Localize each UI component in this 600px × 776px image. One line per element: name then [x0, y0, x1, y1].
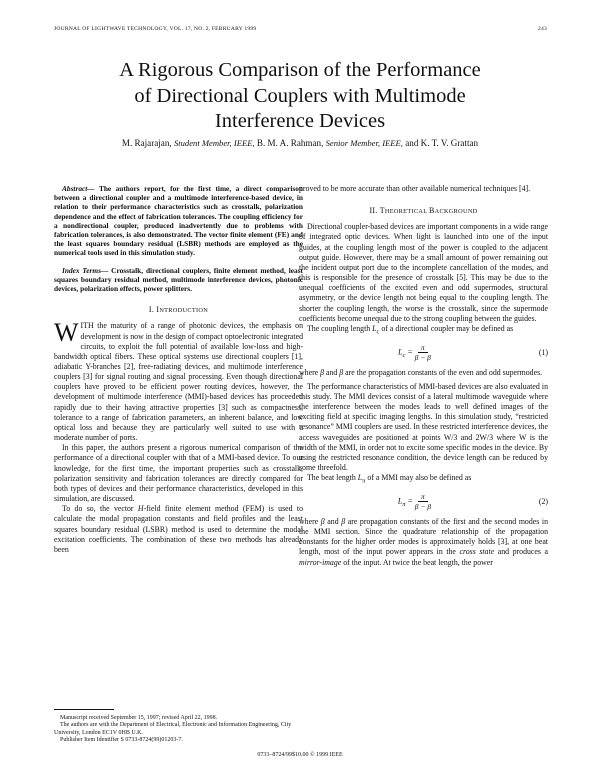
eq-sub: c [402, 351, 406, 359]
intro-paragraph-1 [54, 318, 303, 443]
paragraph-text: and [324, 367, 340, 377]
background-paragraph-6 [299, 517, 548, 568]
section-heading-background [299, 206, 548, 217]
intro-paragraph-2: In this paper, the authors present a rigorous numerical comparison of the performance of a directional coupler with that of a MMI-based device. To our knowledge, for the first time, the important properties such as crosstalk, polarization sensitivity and fabrication tolerances are directly compared for both types of devices and their performance characteristics, developed in this simulation, are discussed. [54, 443, 303, 504]
math-symbol: β [341, 516, 346, 526]
paragraph-text: The coupling length [307, 323, 373, 333]
footnote-rule [54, 709, 114, 710]
paragraph-text: and [324, 516, 342, 526]
eq-lhs: L [398, 347, 403, 357]
background-paragraph-1: Directional coupler-based devices are important components in a wide range of integrated optic devices. When light is launched into one of the input guides, at the coupling length most of the power is coupled to the adjacent output guide. However, there may be a small amount of power remaining out the incident output port due to the incomplete cancellation of the modes, and this is responsible for the presence of crosstalk [5]. This may be due to the unequal coefficients of the excited even and odd supermodes, structural asymmetry, or the device length not being equal to the coupling length. The shorter the coupling length, the worse is the crosstalk, since the supermode coefficients become unequal due to the strong coupling between the guides. [299, 222, 548, 323]
paper-title [40, 58, 560, 135]
drop-cap: W [54, 318, 79, 348]
index-terms [54, 266, 303, 294]
copyright-line: 0733–8724/99$10.00 © 1999 IEEE [257, 752, 343, 758]
fraction [415, 343, 431, 362]
left-column [54, 184, 303, 555]
title-line: A Rigorous Comparison of the Performance [119, 59, 481, 81]
author-membership: Student Member, IEEE, [173, 138, 255, 148]
section-numeral: II. [369, 206, 380, 216]
section-rest: HEORETICAL [384, 208, 430, 216]
paragraph-text: of a directional coupler may be defined as [379, 323, 514, 333]
background-paragraph-5 [299, 473, 548, 487]
math-subscript: c [376, 328, 380, 336]
paragraph-text: and produces a [494, 547, 549, 557]
emphasis-text: cross state [459, 547, 495, 557]
title-line: Interference Devices [214, 110, 386, 132]
math-symbol: β [339, 367, 344, 377]
h-field-symbol: H [137, 504, 144, 514]
paragraph-text: The beat length [307, 473, 358, 483]
math-symbol: β [320, 516, 325, 526]
fraction-numerator: π [418, 343, 428, 353]
background-paragraph-4: The performance characteristics of MMI-based devices are also evaluated in this study. The MMI devices consist of a lateral multimode waveguide where the interference between the modes leads to well defined images of the exciting field at specific imaging lengths. In this simulation study, “restricted resonance” MMI couplers are used. In these restricted interference devices, the access waveguides are positioned at points W/3 and 2W/3 where W is the width of the MMI, in order not to excite some specific modes in the device. By using the restricted resonance condition, the device length can be reduced by some threefold. [299, 381, 548, 472]
fraction-numerator: π [418, 492, 428, 502]
running-header [54, 26, 547, 32]
paragraph-text: To do so, the vector [62, 504, 138, 514]
author-list [40, 138, 560, 148]
abstract [54, 184, 303, 258]
eq-sub: π [402, 501, 406, 509]
math-subscript: π [362, 477, 366, 485]
footnote-line: The authors are with the Department of Electrical, Electronic and Information Engineering, City University, London EC1V 0HB U.K. [54, 722, 292, 736]
paragraph-text: where [299, 516, 321, 526]
author-name: M. Rajarajan, [121, 138, 172, 148]
author-name: B. M. A. Rahman, [256, 138, 324, 148]
equation-2 [299, 489, 548, 515]
equation-body: $L_\pi$ = $\frac{\pi}{\beta - \beta}$ [397, 492, 432, 512]
abstract-text: The authors report, for the first time, a direct comparison between a directional coupler and a multimode interference-based device, in relation to their performance characteristics such as crosstalk, polarization dependence and the effect of fabrication tolerances. The coupling efficiency for a nondirectional coupler, produced inadvertently due to problems with fabrication tolerances, is also demonstrated. The vector finite element (FE) and the least squares boundary residual (LSBR) methods are employed as the numerical tools used in this simulation study. [54, 184, 303, 258]
footnote-line: Manuscript received September 15, 1997; revised April 22, 1998. [60, 715, 218, 721]
page-number: 243 [538, 26, 547, 32]
math-symbol: L [357, 473, 363, 483]
eq-lhs: L [397, 496, 403, 506]
section-rest: ACKGROUND [434, 208, 478, 216]
journal-header: JOURNAL OF LIGHTWAVE TECHNOLOGY, VOL. 17, NO. 2, FEBRUARY 1999 [54, 26, 257, 32]
math-symbol: β [320, 367, 325, 377]
author-membership: Senior Member, IEEE, [325, 138, 403, 148]
footnote [54, 715, 303, 745]
paragraph-text: -field finite element method (FEM) is used to calculate the modal propagation constants and field profiles and the least squares boundary residual (LSBR) method is used to determine the modal excitation coefficients. The combination of these two methods has already been [54, 504, 303, 554]
background-paragraph-3 [299, 368, 548, 378]
index-terms-text: Crosstalk, directional couplers, finite element method, least squares boundary residual method, multimode interference devices, photonic devices, polarization effects, power splitters. [54, 265, 303, 294]
section-cap: B [429, 206, 435, 216]
section-heading-introduction [54, 305, 303, 316]
section-cap: T [379, 206, 385, 216]
author-name: and K. T. V. Grattan [405, 138, 479, 148]
math-symbol: L [372, 323, 377, 333]
paragraph-text: are propagation constants of the first and the second modes in the MMI section. Since the quadrature relationship of the propagation constants for the higher order modes is approximately holds [3], at one beat length, most of the input power appears in the [299, 516, 548, 557]
equation-number: (1) [538, 347, 548, 357]
section-rest: NTRODUCTION [159, 307, 209, 315]
title-line: of Directional Couplers with Multimode [134, 84, 466, 107]
paragraph-text: of a MMI may also be defined as [365, 473, 472, 483]
paragraph-text: of the input. At twice the beat length, the power [341, 557, 493, 567]
fraction-denominator: β − β [414, 353, 431, 363]
fraction [415, 492, 431, 511]
footnote-line: Publisher Item Identifier S 0733-8724(99)01203-7. [60, 737, 183, 744]
paragraph-text: ITH the maturity of a range of photonic devices, the emphasis on development is now in the design of compact optoelectronic integrated circuits, to exploit the full potential of available low-loss and high-bandwidth optical fibers. These optical systems use directional couplers [1], adiabatic Y-branches [2], free-radiating devices, and multimode interference couplers [3] for signal routing and signal processing. Even though directional couplers have proved to be efficient power routing devices, however, the development of multimode interference (MMI)-based devices has proceeded rapidly due to their having attractive properties [3] such as compactness, tolerance to a range of fabrication parameters, an inherent balance, and low optical loss and because they are particularly well suited to use with a moderate number of ports. [54, 321, 303, 443]
emphasis-text: mirror-image [299, 557, 342, 567]
index-terms-label: Index Terms— [62, 265, 109, 275]
right-column [299, 184, 548, 568]
section-numeral: I. [148, 305, 157, 315]
equation-number: (2) [538, 496, 548, 506]
equation-1 [299, 340, 548, 366]
fraction-denominator: β − β [414, 502, 432, 512]
background-paragraph-2 [299, 324, 548, 338]
paragraph-text: are the propagation constants of the even and odd supermodes. [343, 367, 543, 377]
paragraph-text: where [299, 367, 321, 377]
intro-paragraph-3 [54, 504, 303, 555]
equation-body: $L_c$ = $\frac{\pi}{\beta - \beta}$ [398, 343, 431, 363]
section-cap: I [156, 305, 160, 315]
continued-paragraph: proved to be more accurate than other available numerical techniques [4]. [299, 184, 531, 193]
abstract-label: Abstract— [62, 184, 95, 193]
